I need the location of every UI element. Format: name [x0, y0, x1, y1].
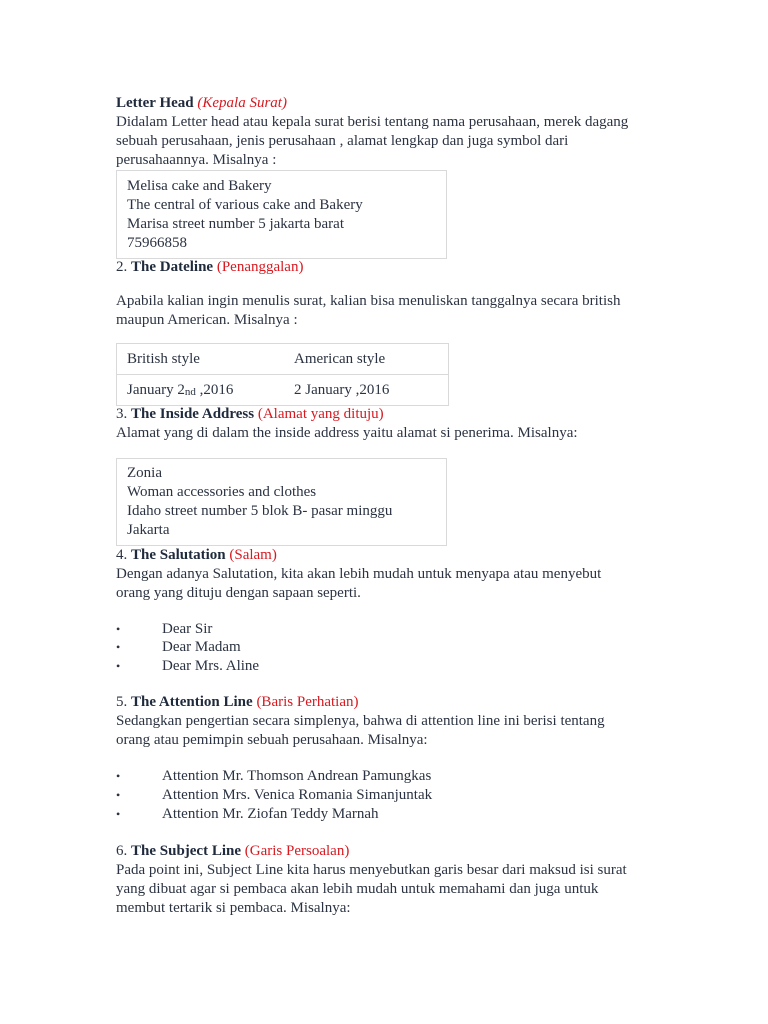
paragraph-line: membut tertarik si pembaca. Misalnya: [116, 900, 351, 916]
letterhead-example-box [116, 170, 447, 259]
heading-number: 2. [116, 259, 128, 275]
paragraph-line: sebuah perusahaan, jenis perusahaan , alamat lengkap dan juga symbol dari [116, 133, 569, 149]
bullet-icon: • [116, 659, 121, 673]
paragraph-line: Alamat yang di dalam the inside address yaitu alamat si penerima. Misalnya: [116, 425, 578, 441]
paragraph-line: Didalam Letter head atau kepala surat berisi tentang nama perusahaan, merek dagang [116, 114, 629, 130]
inside-address-example-box [116, 458, 447, 546]
table-header-american: American style [294, 351, 386, 367]
box-line: Zonia [127, 465, 162, 481]
table-header-british: British style [127, 351, 200, 367]
table-cell-american: 2 January ,2016 [294, 382, 390, 398]
bullet-icon: • [116, 622, 121, 636]
box-line: Marisa street number 5 jakarta barat [127, 216, 344, 232]
heading-dateline [116, 258, 303, 277]
heading-letter-head [116, 94, 287, 113]
heading-translation: (Alamat yang dituju) [257, 406, 384, 422]
paragraph-line: Pada point ini, Subject Line kita harus menyebutkan garis besar dari maksud isi surat [116, 862, 627, 878]
box-line: Idaho street number 5 blok B- pasar minggu [127, 503, 393, 519]
heading-attention-line [116, 693, 359, 712]
document-page: Letter Head (Kepala Surat) Didalam Letter head atau kepala surat berisi tentang nama perusahaan, merek dagang sebuah perusahaan, jenis perusahaan , alamat lengkap dan juga symbol dari perusahaannya. Misalnya : Melisa cake and Bakery The central of various cake and Bakery Marisa street number 5 jakarta barat 75966858 2. The Dateline (Penanggalan) Apabila kalian ingin menulis surat, kalian bisa menuliskan tanggalnya secara british maupun American. Misalnya : British style American style January 2nd ,2016 2 January ,2016 3. The Inside Address (Alamat yang dituju) Alamat yang di dalam the inside address yaitu alamat si penerima. Misalnya: Zonia Woman accessories and clothes Idaho street number 5 blok B- pasar minggu Jakarta 4. The Salutation (Salam) Dengan adanya Salutation, kita akan lebih mudah untuk menyapa atau menyebut orang yang dituju dengan sapaan seperti. • Dear Sir • Dear Madam • Dear Mrs. Aline 5. The Attention Line (Baris Perhatian) Sedangkan pengertian secara simplenya, bahwa di attention line ini berisi tentang orang atau pemimpin sebuah perusahaan. Misalnya: • Attention Mr. Thomson Andrean Pamungkas • Attention Mrs. Venica Romania Simanjuntak • Attention Mr. Ziofan Teddy Marnah 6. The Subject Line (Garis Persoalan) Pada point ini, Subject Line kita harus menyebutkan garis besar dari maksud isi surat yang dibuat agar si pembaca akan lebih mudah untuk memahami dan juga untuk membut tertarik si pembaca. Misalnya: [116, 95, 629, 916]
heading-number: 6. [116, 843, 128, 859]
bullet-icon: • [116, 807, 121, 821]
heading-translation: (Salam) [229, 547, 277, 563]
paragraph-line: orang yang dituju dengan sapaan seperti. [116, 585, 361, 601]
heading-translation: (Kepala Surat) [197, 95, 287, 111]
paragraph-line: maupun American. Misalnya : [116, 312, 298, 328]
paragraph-line: perusahaannya. Misalnya : [116, 152, 277, 168]
paragraph-line: Dengan adanya Salutation, kita akan lebih mudah untuk menyapa atau menyebut [116, 566, 602, 582]
heading-subject-line [116, 842, 349, 861]
paragraph-line: Apabila kalian ingin menulis surat, kalian bisa menuliskan tanggalnya secara british [116, 293, 621, 309]
heading-title: The Attention Line [131, 694, 253, 710]
box-line: Jakarta [127, 522, 170, 538]
date-style-table [116, 343, 449, 406]
heading-number: 4. [116, 547, 128, 563]
heading-salutation [116, 546, 277, 565]
heading-number: 3. [116, 406, 128, 422]
table-divider [117, 374, 448, 375]
bullet-icon: • [116, 769, 121, 783]
heading-translation: (Baris Perhatian) [256, 694, 359, 710]
heading-inside-address [116, 405, 384, 424]
heading-title: The Salutation [131, 547, 226, 563]
heading-title: The Inside Address [131, 406, 255, 422]
table-cell-british: January 2nd ,2016 [127, 382, 234, 398]
box-line: Woman accessories and clothes [127, 484, 317, 500]
box-line: 75966858 [127, 235, 187, 251]
heading-title: Letter Head [116, 95, 194, 111]
heading-translation: (Penanggalan) [216, 259, 304, 275]
bullet-icon: • [116, 788, 121, 802]
heading-title: The Subject Line [131, 843, 242, 859]
heading-title: The Dateline [131, 259, 214, 275]
bullet-icon: • [116, 640, 121, 654]
heading-translation: (Garis Persoalan) [244, 843, 350, 859]
paragraph-line: orang atau pemimpin sebuah perusahaan. Misalnya: [116, 732, 428, 748]
paragraph-line: Sedangkan pengertian secara simplenya, bahwa di attention line ini berisi tentang [116, 713, 605, 729]
box-line: The central of various cake and Bakery [127, 197, 363, 213]
paragraph-line: yang dibuat agar si pembaca akan lebih mudah untuk memahami dan juga untuk [116, 881, 599, 897]
box-line: Melisa cake and Bakery [127, 178, 272, 194]
heading-number: 5. [116, 694, 128, 710]
